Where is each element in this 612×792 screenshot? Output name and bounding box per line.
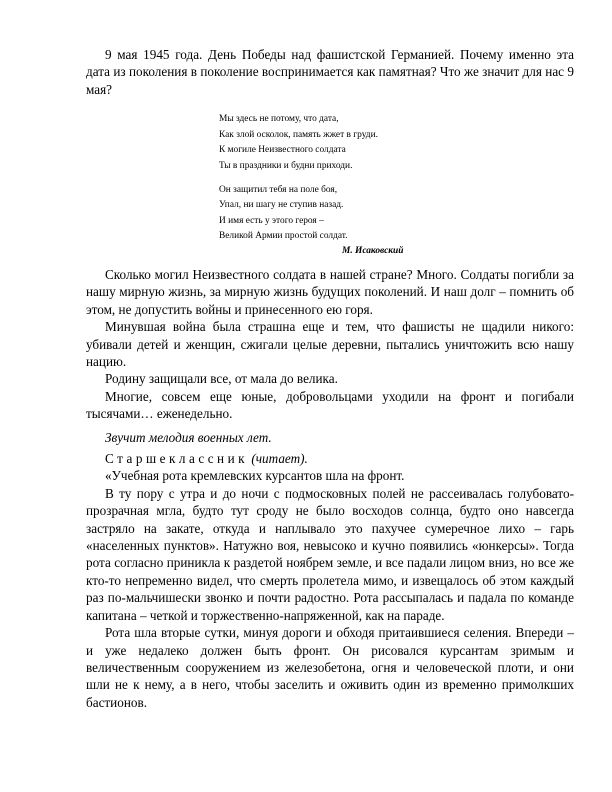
poem-author: М. Исаковский <box>342 245 404 256</box>
poem-line: Великой Армии простой солдат. <box>219 231 348 242</box>
intro-paragraph: 9 мая 1945 года. День Победы над фашистской Германией. Почему именно эта дата из поколения в поколение воспринимается как памятная? Что же значит для нас 9 мая? <box>86 47 574 97</box>
poem-line: Он защитил тебя на поле боя, <box>219 184 338 195</box>
reading-paragraph: В ту пору с утра и до ночи с подмосковных полей не рассеивалась голубовато-прозрачная мгла, будто тут сроду не было восходов солнца, будто оно навсегда застряло на закате, откуда и наплывало это пахучее сумеречное лихо – гарь «населенных пунктов». Натужно воя, невысоко и кучно появились «юнкерсы». Тогда рота согласно приникла к раздетой ноябрем земле, и все падали лицом вниз, но все же кто-то непременно видел, что смерть пролетела мимо, и извещалось об этом каждый раз по-мальчишески звонко и почти радостно. Рота рассыпалась и падала по команде капитана – четкой и торжественно-напряженной, как на параде. <box>86 485 574 623</box>
poem-line: Как злой осколок, память жжет в груди. <box>219 129 378 140</box>
poem <box>219 112 574 258</box>
reading-paragraph: Рота шла вторые сутки, минуя дороги и обходя притаившиеся селения. Впереди – и уже недалеко должен быть фронт. Он рисовался курсантам зримым и величественным сооружением из железобетона, огня и человеческой плоти, и они шли не к нему, а в него, чтобы заселить и оживить один из временно примолкших бастионов. <box>86 625 574 710</box>
speaker-line <box>86 450 574 467</box>
poem-line: И имя есть у этого героя – <box>219 215 324 226</box>
body-paragraph: Родину защищали все, от мала до велика. <box>105 371 338 387</box>
speaker-note: (читает). <box>251 451 308 467</box>
poem-line: Упал, ни шагу не ступив назад. <box>219 200 344 211</box>
poem-stanza-2 <box>219 183 574 245</box>
poem-line: К могиле Неизвестного солдата <box>219 145 346 156</box>
document-page <box>86 46 574 711</box>
stage-direction: Звучит мелодия военных лет. <box>105 429 272 445</box>
body-paragraph: Сколько могил Неизвестного солдата в нашей стране? Много. Солдаты погибли за нашу мирную жизнь, за мирную жизнь будущих поколений. И наш долг – помнить об этом, не допустить войны и принесенного ею горя. <box>86 266 574 317</box>
body-paragraph: Минувшая война была страшна еще и тем, что фашисты не щадили никого: убивали детей и женщин, сжигали целые деревни, пытались уничтожить всю нашу нацию. <box>86 319 574 369</box>
body-paragraph: Многие, совсем еще юные, добровольцами уходили на фронт и погибали тысячами… еженедельно. <box>86 388 574 422</box>
speaker-name: Старшеклассник <box>105 451 249 467</box>
poem-stanza-1 <box>219 112 574 174</box>
poem-line: Ты в праздники и будни приходи. <box>219 161 353 171</box>
poem-line: Мы здесь не потому, что дата, <box>219 114 339 125</box>
reading-paragraph: «Учебная рота кремлевских курсантов шла на фронт. <box>105 468 405 484</box>
